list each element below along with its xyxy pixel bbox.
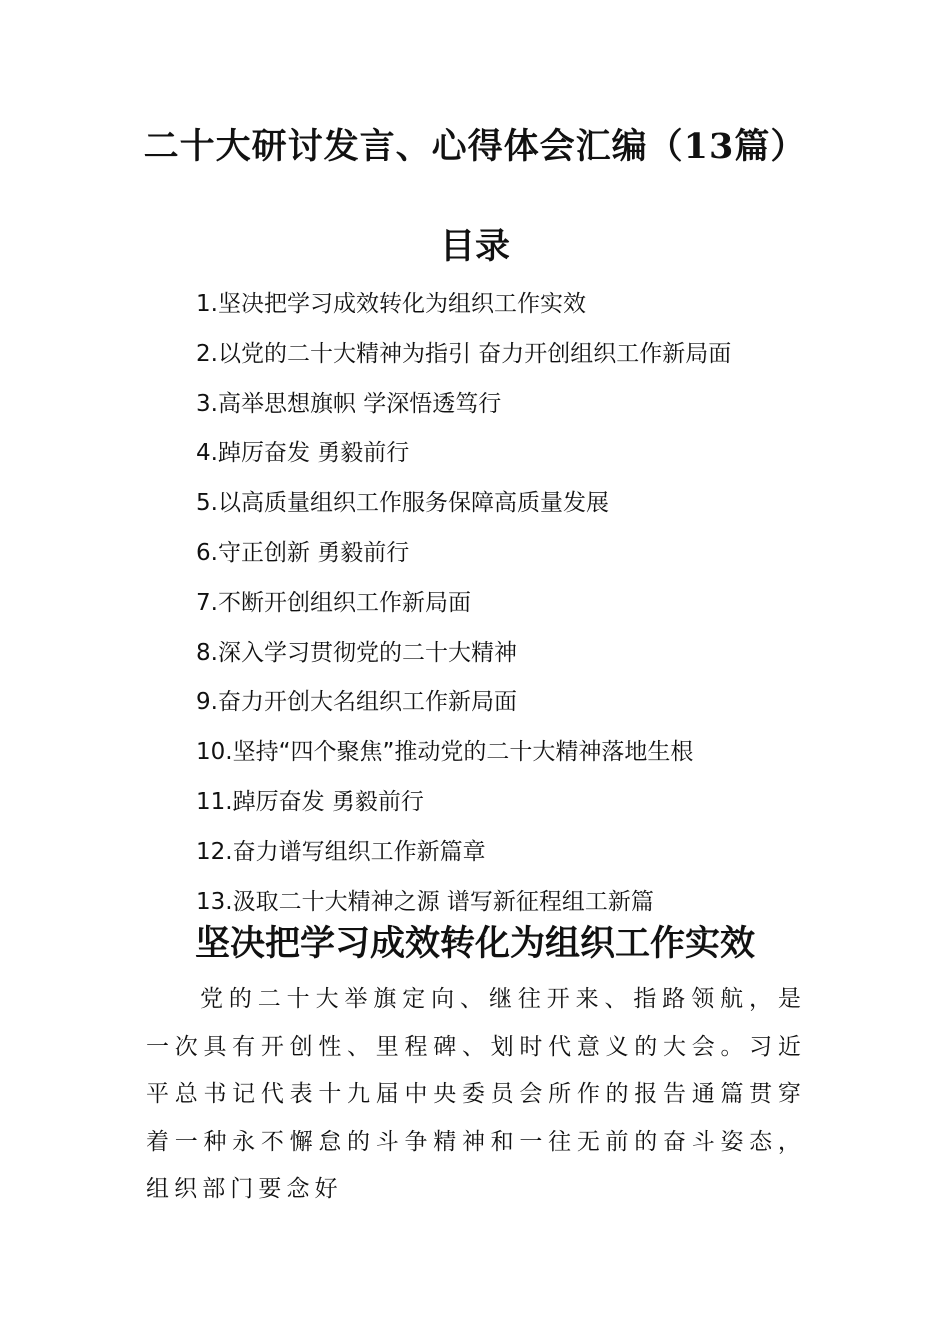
- toc-item: 11.踔厉奋发 勇毅前行: [196, 788, 424, 815]
- toc-item: 3.高举思想旗帜 学深悟透笃行: [196, 390, 502, 417]
- toc-item: 8.深入学习贯彻党的二十大精神: [196, 639, 517, 666]
- toc-item: 4.踔厉奋发 勇毅前行: [196, 440, 410, 467]
- article-title: 坚决把学习成效转化为组织工作实效: [194, 923, 755, 964]
- article-paragraph: 党的二十大举旗定向、继往开来、指路领航，是一次具有开创性、里程碑、划时代意义的大会。习近平总书记代表十九届中央委员会所作的报告通篇贯穿着一种永不懈怠的斗争精神和一往无前的奋斗姿态，组织部门要念好: [146, 986, 806, 1202]
- toc-item: 1.坚决把学习成效转化为组织工作实效: [196, 291, 586, 317]
- document-title: 二十大研讨发言、心得体会汇编（13篇）: [143, 126, 807, 167]
- toc-item: 13.汲取二十大精神之源 谱写新征程组工新篇: [196, 888, 654, 915]
- toc-heading: 目录: [439, 226, 510, 267]
- toc-item: 7.不断开创组织工作新局面: [196, 589, 471, 616]
- toc-item: 2.以党的二十大精神为指引 奋力开创组织工作新局面: [196, 340, 732, 367]
- toc-item: 6.守正创新 勇毅前行: [196, 539, 410, 566]
- toc-item: 5.以高质量组织工作服务保障高质量发展: [196, 490, 609, 517]
- toc-item: 9.奋力开创大名组织工作新局面: [196, 689, 517, 716]
- toc-item: 10.坚持“四个聚焦”推动党的二十大精神落地生根: [196, 739, 694, 766]
- toc-item: 12.奋力谱写组织工作新篇章: [196, 838, 486, 865]
- table-of-contents: [196, 280, 836, 927]
